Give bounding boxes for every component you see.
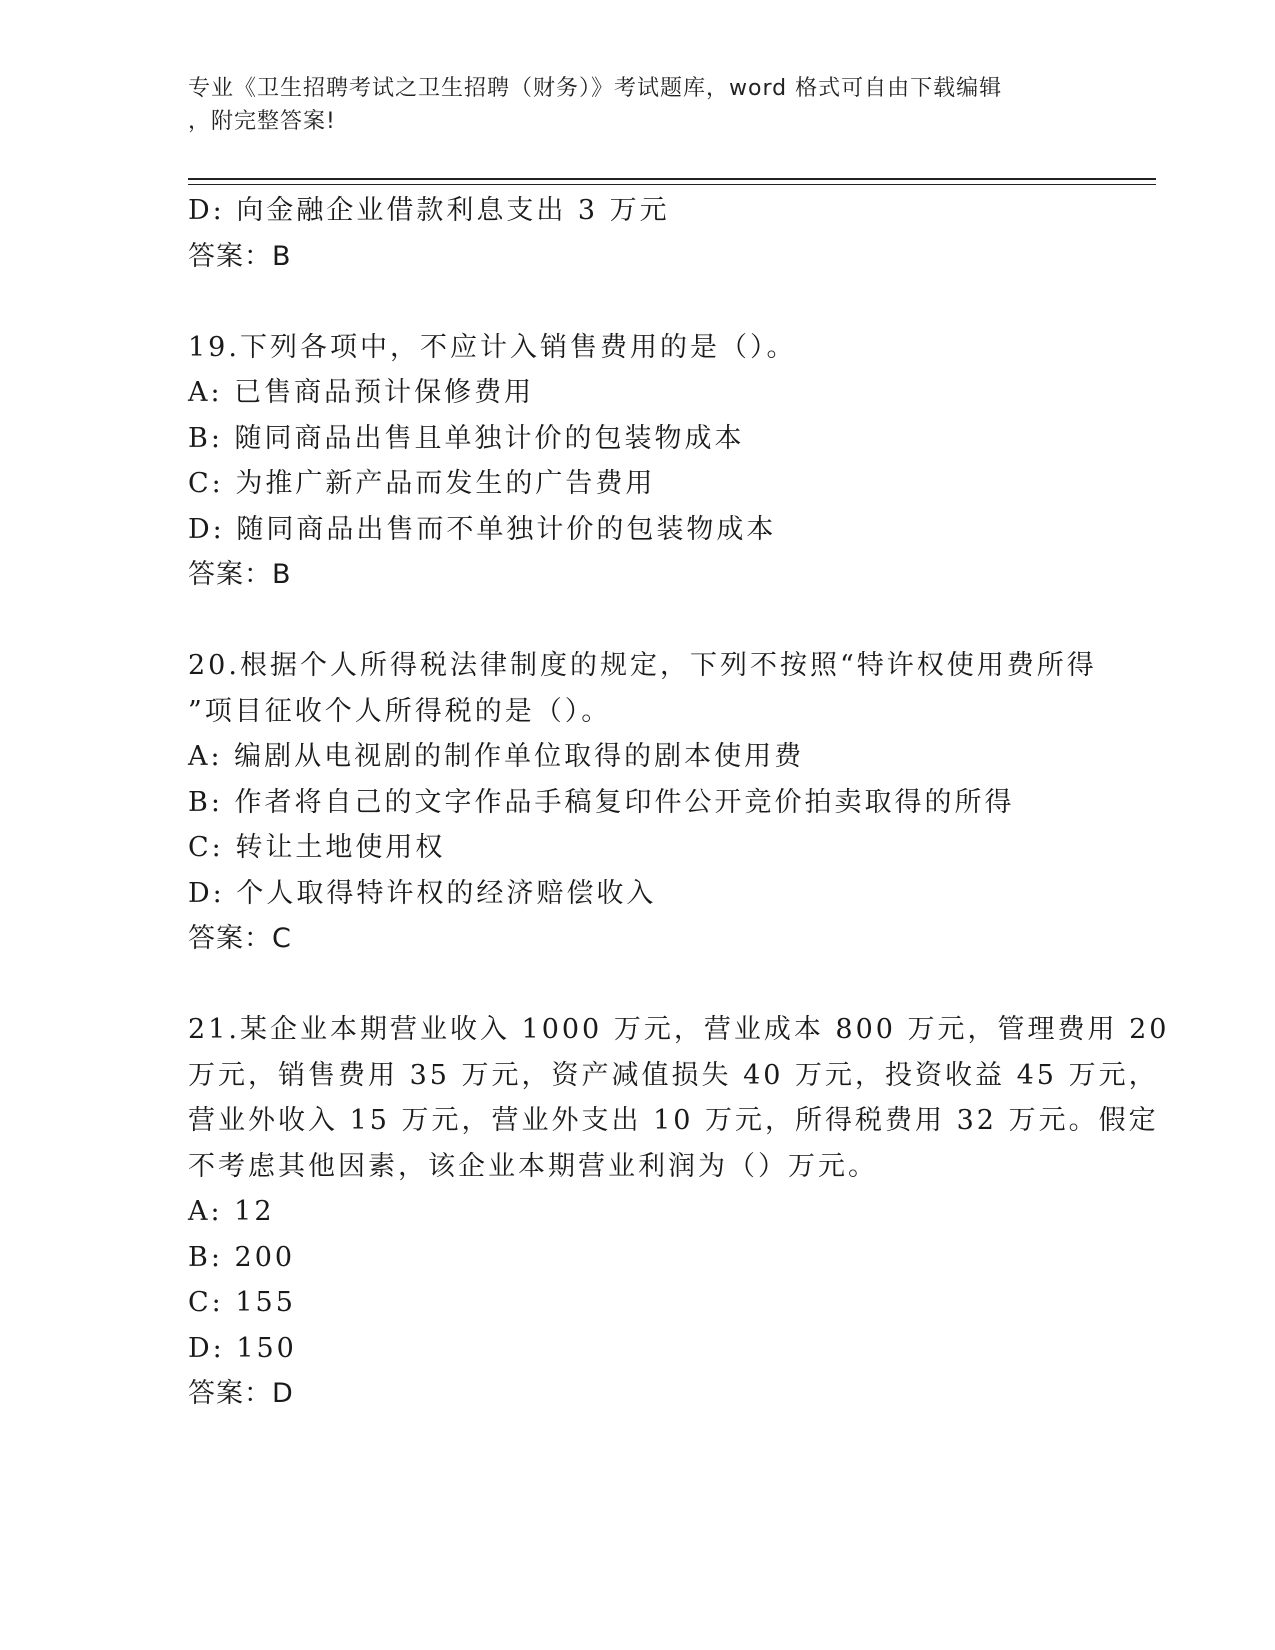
question-20-option-d: D: 个人取得特许权的经济赔偿收入 [188,877,657,909]
question-20-stem-line-1: 20.根据个人所得税法律制度的规定，下列不按照“特许权使用费所得 [188,650,1097,681]
question-19-option-a: A: 已售商品预计保修费用 [188,377,535,408]
question-19-option-c: C: 为推广新产品而发生的广告费用 [188,468,656,499]
document-header [188,72,1068,138]
question-19-answer: 答案：B [188,559,292,590]
question-21-stem-line-4: 不考虑其他因素，该企业本期营业利润为（）万元。 [188,1150,878,1182]
spacer [188,598,1088,644]
question-20-option-b: B: 作者将自己的文字作品手稿复印件公开竞价拍卖取得的所得 [188,786,1015,818]
header-line-1: 专业《卫生招聘考试之卫生招聘（财务）》考试题库，word 格式可自由下载编辑 [188,76,1003,101]
question-21-answer: 答案：D [188,1378,294,1409]
prev-answer: 答案：B [188,240,292,272]
question-21-stem-line-3: 营业外收入 15 万元，营业外支出 10 万元，所得税费用 32 万元。假定 [188,1105,1159,1136]
question-21-stem-line-2: 万元，销售费用 35 万元，资产减值损失 40 万元，投资收益 45 万元， [188,1059,1159,1091]
question-20-stem-line-2: ”项目征收个人所得税的是（）。 [188,695,612,727]
header-divider-thick [188,178,1156,180]
spacer [188,279,1088,325]
header-line-2: ，附完整答案! [188,109,336,134]
question-19-option-b: B: 随同商品出售且单独计价的包装物成本 [188,422,745,454]
spacer [188,962,1088,1008]
question-21-option-d: D: 150 [188,1332,297,1364]
question-20-option-c: C: 转让土地使用权 [188,832,446,863]
question-21-option-a: A: 12 [188,1196,275,1227]
question-19-option-d: D: 随同商品出售而不单独计价的包装物成本 [188,513,777,545]
question-20-answer: 答案：C [188,923,292,954]
header-divider-thin [188,184,1156,185]
question-19-stem: 19.下列各项中，不应计入销售费用的是（）。 [188,331,797,363]
question-21-option-b: B: 200 [188,1241,296,1273]
question-21-stem-line-1: 21.某企业本期营业收入 1000 万元，营业成本 800 万元，管理费用 20 [188,1014,1170,1045]
prev-option-d: D: 向金融企业借款利息支出 3 万元 [188,195,670,226]
question-20-option-a: A: 编剧从电视剧的制作单位取得的剧本使用费 [188,741,805,772]
question-content [188,188,1170,1417]
question-21-option-c: C: 155 [188,1287,296,1318]
